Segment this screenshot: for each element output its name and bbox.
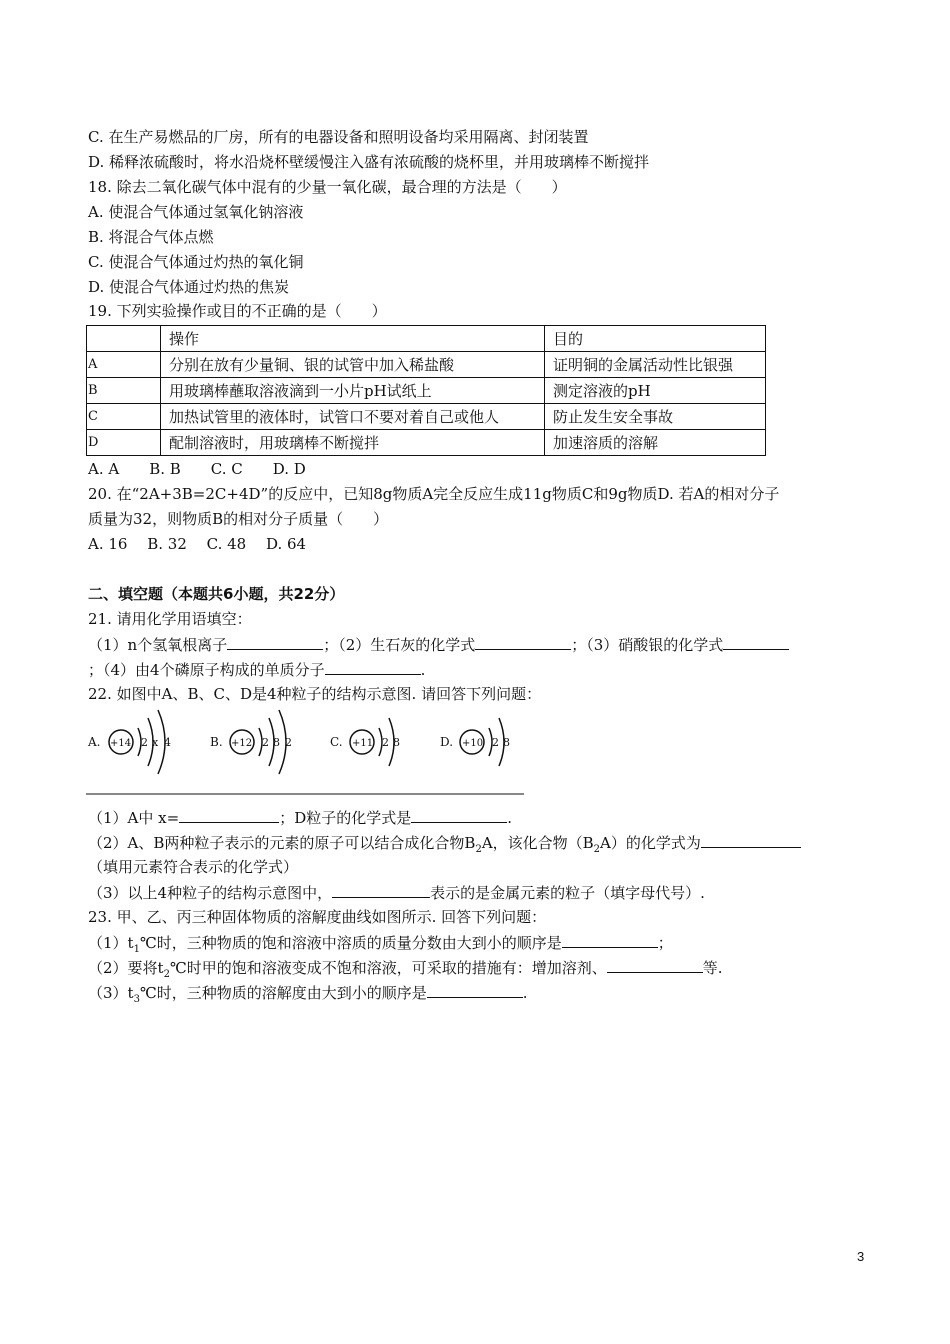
shell-electrons: 2	[492, 736, 499, 749]
q20-stem-line1: 20. 在“2A+3B=2C+4D”的反应中，已知8g物质A完全反应生成11g物质C和9g物质D. 若A的相对分子	[88, 485, 780, 503]
q23-line2	[88, 957, 723, 985]
answer-blank[interactable]	[475, 634, 571, 650]
particle-b	[210, 710, 292, 774]
answer-blank[interactable]	[332, 882, 430, 898]
shell-electrons: 8	[393, 736, 400, 749]
q21-part4-label: ；（4）由4个磷原子构成的单质分子	[88, 661, 325, 679]
q22-line2-cont: （填用元素符合表示的化学式）	[88, 858, 299, 876]
q20-stem-line2: 质量为32，则物质B的相对分子质量（ ）	[88, 510, 389, 528]
table-row	[87, 378, 766, 404]
table-row	[87, 430, 766, 456]
q21-line1	[88, 634, 789, 655]
q23-line3	[88, 982, 528, 1010]
shell-electrons: 8	[273, 736, 280, 749]
q23-part3-label-b: ℃时，三种物质的溶解度由大到小的顺序是	[139, 984, 427, 1002]
particle-d	[440, 718, 510, 766]
q22-part3-label-b: 表示的是金属元素的粒子（填字母代号）.	[430, 884, 705, 902]
shell-electrons: 2	[262, 736, 269, 749]
answer-blank[interactable]	[701, 832, 801, 848]
subscript: 1	[133, 944, 140, 955]
page-number: 3	[857, 1249, 865, 1264]
q22-part2-label-c: A）的化学式为	[600, 834, 701, 852]
q23-part3-label: （3）t	[88, 984, 134, 1002]
nucleus-charge: +12	[231, 738, 253, 749]
q23-part2-label-c: 等.	[702, 959, 723, 977]
q23-part2-label-b: ℃时甲的饱和溶液变成不饱和溶液，可采取的措施有：增加溶剂、	[169, 959, 607, 977]
particle-structure-diagram	[86, 700, 526, 798]
row-label: B	[87, 378, 161, 404]
row-purpose: 测定溶液的pH	[545, 378, 766, 404]
q21-line2	[88, 659, 425, 680]
particle-label: A.	[88, 735, 101, 749]
q23-part2-label: （2）要将t	[88, 959, 164, 977]
table-header-operation: 操作	[161, 326, 545, 352]
table-row	[87, 352, 766, 378]
subscript: 3	[133, 994, 140, 1005]
particle-label: C.	[330, 735, 343, 749]
q18-option-d: D. 使混合气体通过灼热的焦炭	[88, 278, 290, 296]
row-label: C	[87, 404, 161, 430]
q18-option-b: B. 将混合气体点燃	[88, 228, 214, 246]
table-header-row	[87, 326, 766, 352]
q23-part1-label-b: ℃时，三种物质的饱和溶液中溶质的质量分数由大到小的顺序是	[139, 934, 562, 952]
q22-part2-label-b: A，该化合物（B	[481, 834, 594, 852]
row-label: D	[87, 430, 161, 456]
q18-stem: 18. 除去二氧化碳气体中混有的少量一氧化碳，最合理的方法是（ ）	[88, 178, 567, 196]
q21-stem: 21. 请用化学用语填空：	[88, 610, 252, 628]
subscript: 2	[475, 844, 482, 855]
row-purpose: 加速溶质的溶解	[545, 430, 766, 456]
nucleus-charge: +11	[352, 738, 374, 749]
shell-electrons: 2	[382, 736, 389, 749]
particle-a	[87, 710, 171, 774]
q23-part1-label: （1）t	[88, 934, 134, 952]
row-operation: 配制溶液时，用玻璃棒不断搅拌	[161, 430, 545, 456]
q19-table	[86, 325, 766, 456]
q22-part2-label: （2）A、B两种粒子表示的元素的原子可以结合成化合物B	[88, 834, 476, 852]
q22-part1-label: （1）A中 x=	[88, 809, 180, 827]
row-operation: 分别在放有少量铜、银的试管中加入稀盐酸	[161, 352, 545, 378]
nucleus-charge: +10	[462, 738, 484, 749]
shell-electrons: 4	[164, 736, 171, 749]
q22-line1	[88, 807, 512, 828]
shell-electrons: 2	[141, 736, 148, 749]
q21-part3-label: ；（3）硝酸银的化学式	[571, 636, 724, 654]
table-header-purpose: 目的	[545, 326, 766, 352]
semicolon: ；	[657, 934, 673, 952]
q18-option-c: C. 使混合气体通过灼热的氧化铜	[88, 253, 304, 271]
q22-part3-label: （3）以上4种粒子的结构示意图中，	[88, 884, 333, 902]
answer-blank[interactable]	[227, 634, 323, 650]
q17-option-d: D. 稀释浓硫酸时，将水沿烧杯壁缓慢注入盛有浓硫酸的烧杯里，并用玻璃棒不断搅拌	[88, 153, 650, 171]
particle-label: D.	[440, 735, 454, 749]
row-operation: 加热试管里的液体时，试管口不要对着自己或他人	[161, 404, 545, 430]
table-row	[87, 404, 766, 430]
q20-options: A. 16 B. 32 C. 48 D. 64	[88, 535, 307, 553]
q22-part1b-label: ；D粒子的化学式是	[279, 809, 412, 827]
answer-blank[interactable]	[325, 659, 421, 675]
answer-blank[interactable]	[179, 807, 279, 823]
q18-option-a: A. 使混合气体通过氢氧化钠溶液	[88, 203, 304, 221]
q23-line1	[88, 932, 673, 960]
answer-blank[interactable]	[562, 932, 658, 948]
q22-line3	[88, 882, 705, 903]
q21-part2-label: ；（2）生石灰的化学式	[323, 636, 476, 654]
table-cell	[87, 326, 161, 352]
row-label: A	[87, 352, 161, 378]
period: .	[507, 809, 512, 827]
row-purpose: 证明铜的金属活动性比银强	[545, 352, 766, 378]
answer-blank[interactable]	[411, 807, 507, 823]
particle-label: B.	[210, 735, 223, 749]
period: .	[420, 661, 426, 679]
answer-blank[interactable]	[427, 982, 523, 998]
q23-stem: 23. 甲、乙、丙三种固体物质的溶解度曲线如图所示. 回答下列问题：	[88, 908, 547, 926]
answer-blank[interactable]	[723, 634, 789, 650]
particle-c	[330, 718, 400, 766]
q19-stem: 19. 下列实验操作或目的不正确的是（ ）	[88, 302, 387, 320]
subscript: 2	[163, 969, 170, 980]
period: .	[522, 984, 528, 1002]
q22-stem: 22. 如图中A、B、C、D是4种粒子的结构示意图. 请回答下列问题：	[88, 685, 542, 703]
q21-part1-label: （1）n个氢氧根离子	[88, 636, 228, 654]
subscript: 2	[593, 844, 601, 855]
row-operation: 用玻璃棒蘸取溶液滴到一小片pH试纸上	[161, 378, 545, 404]
answer-blank[interactable]	[607, 957, 703, 973]
q19-options: A. A B. B C. C D. D	[88, 460, 306, 478]
q17-option-c: C. 在生产易燃品的厂房，所有的电器设备和照明设备均采用隔离、封闭装置	[88, 128, 589, 146]
section-heading: 二、填空题（本题共6小题，共22分）	[88, 585, 345, 603]
nucleus-charge: +14	[110, 738, 132, 749]
shell-electrons: 8	[503, 736, 510, 749]
shell-electrons: x	[152, 736, 159, 749]
row-purpose: 防止发生安全事故	[545, 404, 766, 430]
q22-line2	[88, 832, 801, 860]
shell-electrons: 2	[285, 736, 292, 749]
